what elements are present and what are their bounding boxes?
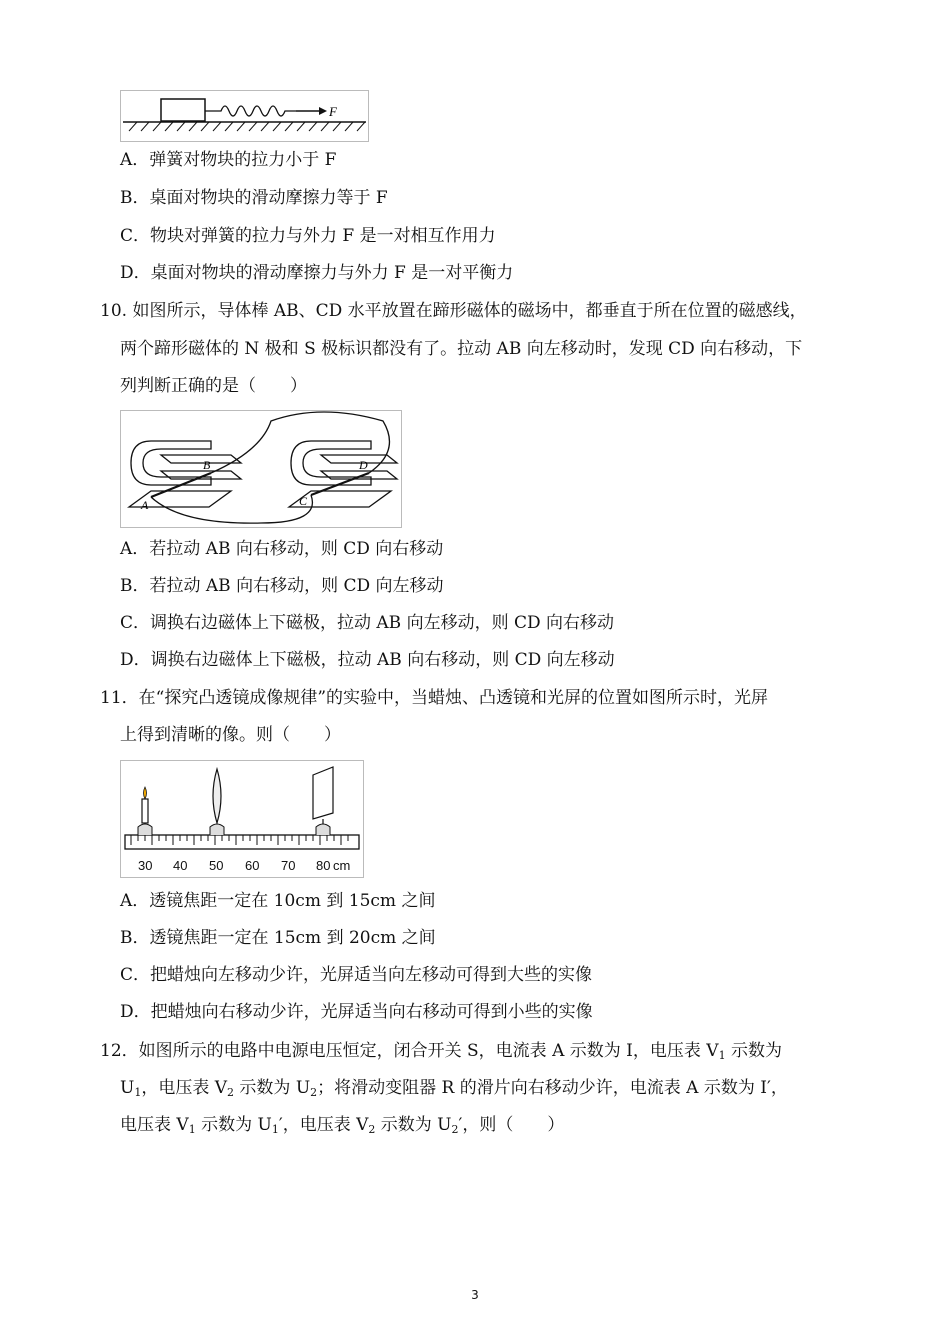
q9-option-a: A．弹簧对物块的拉力小于 F xyxy=(120,150,337,170)
q12-stem-line-2 xyxy=(120,1077,788,1104)
q11-option-a: A．透镜焦距一定在 10cm 到 15cm 之间 xyxy=(120,891,436,911)
unit-cm: cm xyxy=(333,858,351,873)
q12-l3-a: 电压表 V xyxy=(120,1115,189,1135)
q12-stem-line-3 xyxy=(120,1114,564,1141)
q12-l3-s1: 1 xyxy=(188,1123,196,1136)
optical-bench-diagram xyxy=(121,761,363,877)
force-label: F xyxy=(329,104,337,119)
q10-option-d: D．调换右边磁体上下磁极，拉动 AB 向右移动，则 CD 向左移动 xyxy=(120,650,615,670)
tick-80: 80 xyxy=(316,858,331,873)
spring xyxy=(205,106,296,116)
label-c: C xyxy=(299,494,308,508)
light-screen xyxy=(313,767,333,835)
q12-l1-text: 12．如图所示的电路中电源电压恒定，闭合开关 S，电流表 A 示数为 I，电压表 V xyxy=(100,1041,719,1061)
q11-option-d: D．把蜡烛向右移动少许，光屏适当向右移动可得到小些的实像 xyxy=(120,1002,593,1022)
q12-l2-b: ，电压表 V xyxy=(141,1078,228,1098)
q9-option-d: D．桌面对物块的滑动摩擦力与外力 F 是一对平衡力 xyxy=(120,263,514,283)
candle xyxy=(138,787,152,835)
q12-l2-s2: 2 xyxy=(227,1086,235,1099)
conductor-cd xyxy=(311,473,369,495)
label-a: A xyxy=(141,498,149,512)
label-d: D xyxy=(359,458,368,472)
q10-option-a: A．若拉动 AB 向右移动，则 CD 向右移动 xyxy=(120,539,444,559)
q11-stem-line-1: 11．在“探究凸透镜成像规律”的实验中，当蜡烛、凸透镜和光屏的位置如图所示时，光屏 xyxy=(100,688,769,708)
q11-option-b: B．透镜焦距一定在 15cm 到 20cm 之间 xyxy=(120,928,436,948)
tick-40: 40 xyxy=(173,858,188,873)
lower-wire xyxy=(151,495,312,523)
q10-option-c: C．调换右边磁体上下磁极，拉动 AB 向左移动，则 CD 向右移动 xyxy=(120,613,615,633)
q12-l1-sub: 1 xyxy=(718,1049,726,1062)
q12-l1-tail: 示数为 xyxy=(725,1041,782,1061)
q12-l3-s4: 2 xyxy=(451,1123,459,1136)
magnets-diagram xyxy=(121,411,401,527)
tick-30: 30 xyxy=(138,858,153,873)
block xyxy=(161,99,205,121)
magnets-figure xyxy=(120,410,402,528)
left-magnet-top-pole xyxy=(161,455,241,463)
q12-l2-s1: 1 xyxy=(134,1086,142,1099)
q12-l3-b: 示数为 U xyxy=(195,1115,272,1135)
q10-stem-line-1: 10. 如图所示，导体棒 AB、CD 水平放置在蹄形磁体的磁场中，都垂直于所在位置的磁感线， xyxy=(100,301,807,321)
q11-stem-line-2: 上得到清晰的像。则（ ） xyxy=(120,725,341,745)
tick-60: 60 xyxy=(245,858,260,873)
q9-option-c: C．物块对弹簧的拉力与外力 F 是一对相互作用力 xyxy=(120,226,496,246)
force-arrowhead xyxy=(319,107,327,115)
bench-rail xyxy=(125,835,359,849)
q12-l3-e: ′，则（ ） xyxy=(458,1115,565,1135)
q10-option-b: B．若拉动 AB 向右移动，则 CD 向左移动 xyxy=(120,576,444,596)
table-hatching xyxy=(129,122,365,131)
q12-l2-s3: 2 xyxy=(310,1086,318,1099)
q12-l2-a: U xyxy=(120,1078,135,1098)
q12-l2-d: ；将滑动变阻器 R 的滑片向右移动少许，电流表 A 示数为 I′， xyxy=(317,1078,788,1098)
q12-l3-d: 示数为 U xyxy=(375,1115,452,1135)
q10-stem-line-2: 两个蹄形磁体的 N 极和 S 极标识都没有了。拉动 AB 向左移动时，发现 CD 向右移动，下 xyxy=(120,339,803,359)
optical-bench-figure xyxy=(120,760,364,878)
q12-l3-c: ′，电压表 V xyxy=(278,1115,369,1135)
q11-option-c: C．把蜡烛向左移动少许，光屏适当向左移动可得到大些的实像 xyxy=(120,965,593,985)
q12-stem-line-1 xyxy=(100,1040,782,1067)
convex-lens xyxy=(210,769,224,835)
page-number: 3 xyxy=(471,1288,479,1302)
tick-50: 50 xyxy=(209,858,224,873)
q10-stem-line-3: 列判断正确的是（ ） xyxy=(120,376,307,396)
q9-option-b: B．桌面对物块的滑动摩擦力等于 F xyxy=(120,188,388,208)
label-b: B xyxy=(203,458,211,472)
tick-70: 70 xyxy=(281,858,296,873)
q12-l3-s3: 2 xyxy=(368,1123,376,1136)
q12-l3-s2: 1 xyxy=(271,1123,279,1136)
q12-l2-c: 示数为 U xyxy=(234,1078,311,1098)
spring-block-figure xyxy=(120,90,369,142)
spring-block-diagram xyxy=(121,91,368,141)
